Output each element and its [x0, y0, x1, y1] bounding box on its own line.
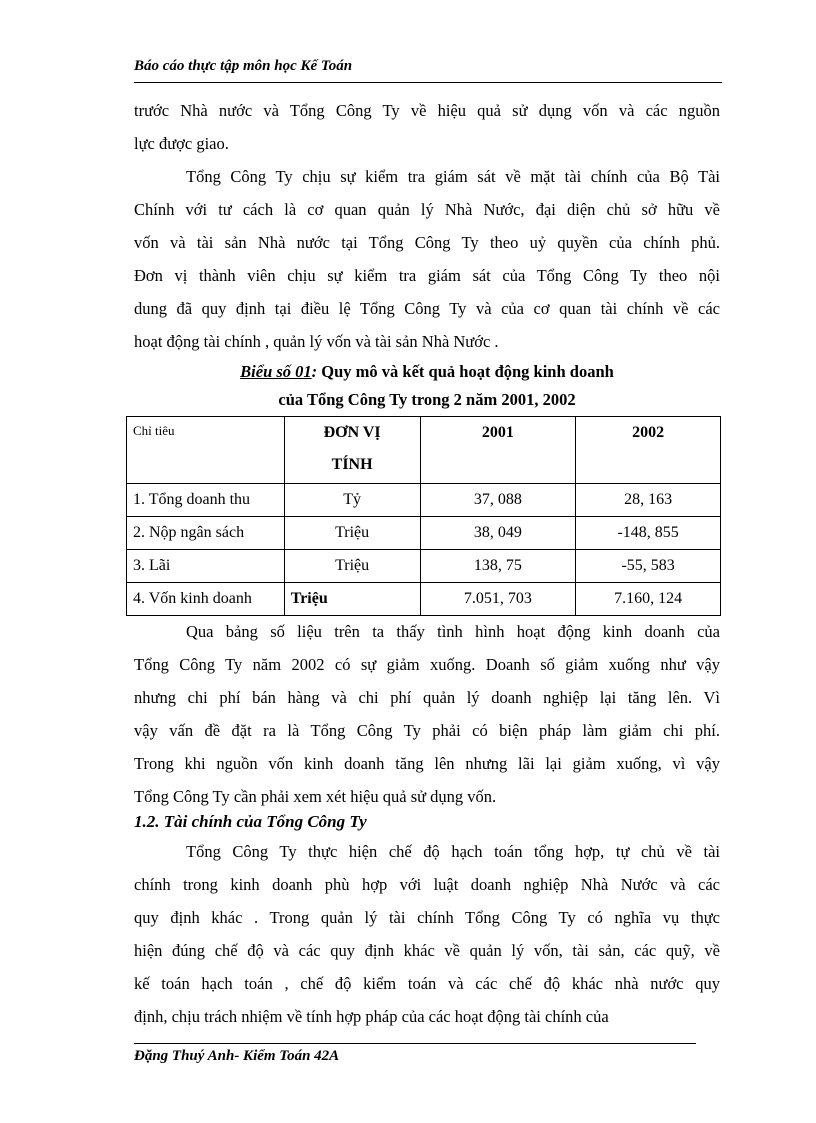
paragraph-line: Tổng Công Ty thực hiện chế độ hạch toán tổng hợp, tự chủ về tài: [186, 842, 720, 861]
row-value-2001: 7.051, 703: [420, 583, 576, 616]
paragraph-line: kế toán hạch toán , chế độ kiểm toán và các chế độ khác nhà nước quy: [134, 974, 720, 993]
page-header-title: Báo cáo thực tập môn học Kế Toán: [134, 58, 353, 74]
table-row: [127, 484, 721, 517]
table-caption-line-2: của Tổng Công Ty trong 2 năm 2001, 2002: [278, 390, 576, 409]
paragraph-line: định, chịu trách nhiệm về tính hợp pháp của các hoạt động tài chính của: [134, 1007, 609, 1026]
paragraph-line: vậy vấn đề đặt ra là Tổng Công Ty phải có biện pháp làm giảm chi phí.: [134, 721, 720, 740]
table-row: [127, 583, 721, 616]
header-divider: [134, 82, 722, 83]
paragraph-line: Đơn vị thành viên chịu sự kiểm tra giám sát của Tổng Công Ty theo nội: [134, 266, 720, 285]
paragraph-line: Tổng Công Ty chịu sự kiểm tra giám sát về mặt tài chính của Bộ Tài: [186, 167, 720, 186]
table-row: [127, 550, 721, 583]
table-header-row: [127, 417, 721, 484]
paragraph-line: chính trong kinh doanh phù hợp với luật doanh nghiệp Nhà Nước và các: [134, 875, 720, 894]
header-unit: [284, 417, 420, 484]
table-caption-title: Quy mô và kết quả hoạt động kinh doanh: [317, 362, 614, 381]
footer-divider: [134, 1043, 696, 1044]
paragraph-line: hoạt động tài chính , quản lý vốn và tài sản Nhà Nước .: [134, 332, 499, 351]
row-value-2002: 7.160, 124: [576, 583, 721, 616]
row-name: 1. Tổng doanh thu: [127, 484, 285, 517]
paragraph-line: Tổng Công Ty cần phải xem xét hiệu quả sử dụng vốn.: [134, 787, 497, 806]
body-section-2: [134, 615, 720, 813]
row-value-2001: 138, 75: [420, 550, 576, 583]
paragraph-line: Qua bảng số liệu trên ta thấy tình hình hoạt động kinh doanh của: [186, 622, 720, 641]
intro-line: trước Nhà nước và Tổng Công Ty về hiệu quả sử dụng vốn và các nguồn: [134, 101, 720, 120]
row-name: 3. Lãi: [127, 550, 285, 583]
header-year-2001: 2001: [420, 417, 576, 484]
table-caption-colon: :: [311, 362, 318, 381]
paragraph-line: dung đã quy định tại điều lệ Tổng Công Ty và của cơ quan tài chính về các: [134, 299, 720, 318]
body-section-3: [134, 809, 720, 1033]
header-indicator: Chỉ tiêu: [127, 417, 285, 484]
table-caption-line-1: [134, 358, 720, 386]
header-year-2002: 2002: [576, 417, 721, 484]
row-value-2002: 28, 163: [576, 484, 721, 517]
row-unit: Triệu: [284, 583, 420, 616]
row-unit: Triệu: [284, 517, 420, 550]
row-value-2002: -148, 855: [576, 517, 721, 550]
paragraph-line: quy định khác . Trong quản lý tài chính Tổng Công Ty có nghĩa vụ thực: [134, 908, 720, 927]
intro-line: lực được giao.: [134, 134, 229, 153]
business-results-table: [126, 416, 721, 616]
paragraph-line: nhưng chi phí bán hàng và chi phí quản lý doanh nghiệp lại tăng lên. Vì: [134, 688, 720, 707]
row-unit: Triệu: [284, 550, 420, 583]
header-unit-line: ĐƠN VỊ: [323, 424, 381, 441]
row-unit: Tỷ: [284, 484, 420, 517]
table-caption-label: Biểu số 01: [240, 362, 312, 381]
paragraph-line: vốn và tài sản Nhà nước tại Tổng Công Ty theo uỷ quyền của chính phủ.: [134, 233, 720, 252]
header-unit-line: TÍNH: [331, 456, 373, 473]
row-value-2001: 38, 049: [420, 517, 576, 550]
paragraph-line: Tổng Công Ty năm 2002 có sự giảm xuống. Doanh số giảm xuống như vậy: [134, 655, 720, 674]
paragraph-line: hiện đúng chế độ và các quy định khác về quản lý vốn, tài sản, các quỹ, về: [134, 941, 720, 960]
body-section-1: [134, 94, 720, 414]
row-value-2002: -55, 583: [576, 550, 721, 583]
row-value-2001: 37, 088: [420, 484, 576, 517]
row-name: 2. Nộp ngân sách: [127, 517, 285, 550]
page-footer-author: Đặng Thuý Anh- Kiểm Toán 42A: [134, 1048, 340, 1064]
section-heading: 1.2. Tài chính của Tổng Công Ty: [134, 812, 367, 831]
row-name: 4. Vốn kinh doanh: [127, 583, 285, 616]
paragraph-line: Chính với tư cách là cơ quan quản lý Nhà Nước, đại diện chủ sở hữu về: [134, 200, 720, 219]
table-row: [127, 517, 721, 550]
paragraph-line: Trong khi nguồn vốn kinh doanh tăng lên nhưng lãi lại giảm xuống, vì vậy: [134, 754, 720, 773]
